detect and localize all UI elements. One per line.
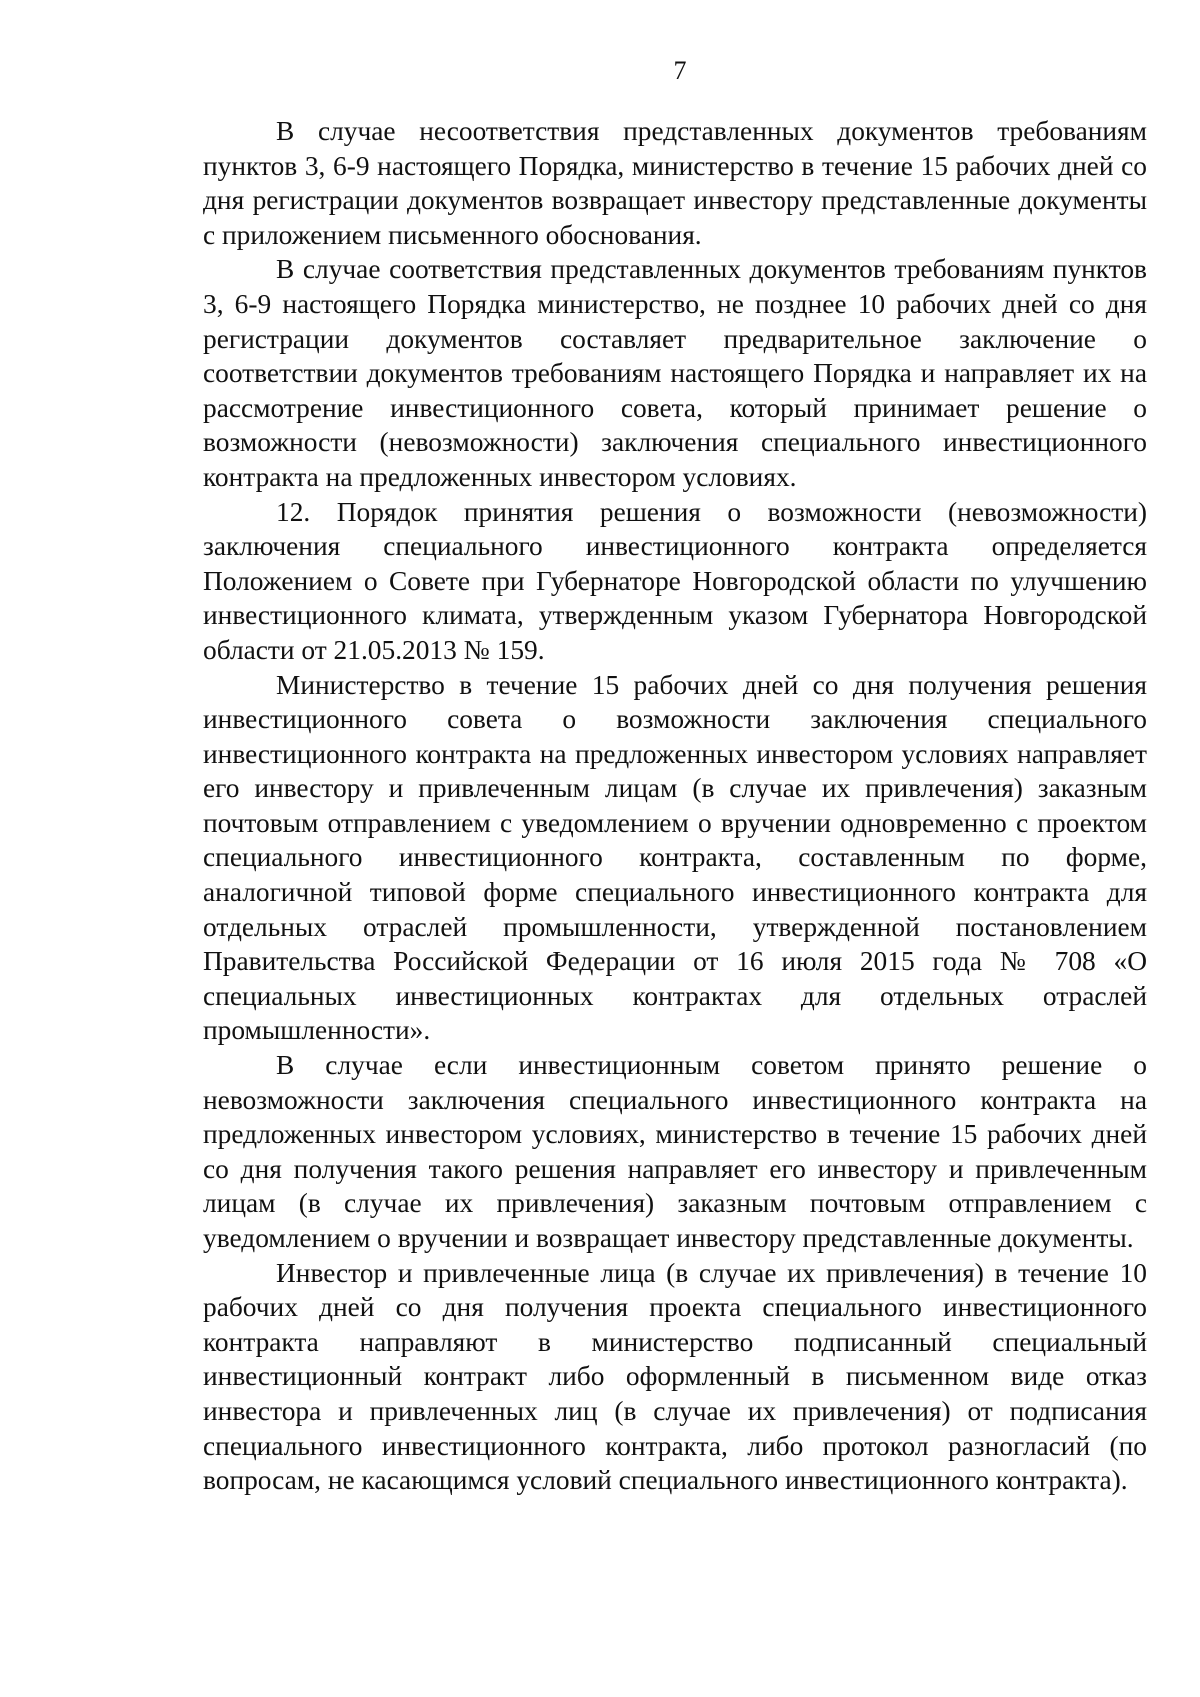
page-number: 7 [673, 56, 687, 85]
paragraph-investor-response: Инвестор и привлеченные лица (в случае их привлечения) в течение 10 рабочих дней со дня получения проекта специального инвестиционного контракта направляют в министерство подписанный специальный инвестиционный контракт либо оформленный в письменном виде отказ инвестора и привлеченных лиц (в случае их привлечения) от подписания специального инвестиционного контракта, либо протокол разногласий (по вопросам, не касающимся условий специального инвестиционного контракта). [203, 1257, 1147, 1496]
paragraph-ministry-sends-contract: Министерство в течение 15 рабочих дней со дня получения решения инвестиционного совета о возможности заключения специального инвестиционного контракта на предложенных инвестором условиях направляет его инвестору и привлеченным лицам (в случае их привлечения) заказным почтовым отправлением с уведомлением о вручении одновременно с проектом специального инвестиционного контракта, составленным по форме, аналогичной типовой форме специального инвестиционного контракта для отдельных отраслей промышленности, утвержденной постановлением Правительства Российской Федерации от 16 июля 2015 года № 708 «О специальных инвестиционных контрактах для отдельных отраслей промышленности». [203, 669, 1147, 1046]
paragraph-nonconformity: В случае несоответствия представленных документов требованиям пунктов 3, 6-9 настоящего Порядка, министерство в течение 15 рабочих дней со дня регистрации документов возвращает инвестору представленные документы с приложением письменного обоснования. [203, 116, 1147, 250]
paragraph-12-decision-procedure: 12. Порядок принятия решения о возможности (невозможности) заключения специального инвестиционного контракта определяется Положением о Совете при Губернаторе Новгородской области по улучшению инвестиционного климата, утвержденным указом Губернатора Новгородской области от 21.05.2013 № 159. [203, 496, 1147, 665]
document-body [203, 114, 1147, 1498]
paragraph-negative-decision: В случае если инвестиционным советом принято решение о невозможности заключения специального инвестиционного контракта на предложенных инвестором условиях, министерство в течение 15 рабочих дней со дня получения такого решения направляет его инвестору и привлеченным лицам (в случае их привлечения) заказным почтовым отправлением с уведомлением о вручении и возвращает инвестору представленные документы. [203, 1050, 1147, 1253]
paragraph-conformity: В случае соответствия представленных документов требованиям пунктов 3, 6-9 настоящего Порядка министерство, не позднее 10 рабочих дней со дня регистрации документов составляет предварительное заключение о соответствии документов требованиям настоящего Порядка и направляет их на рассмотрение инвестиционного совета, который принимает решение о возможности (невозможности) заключения специального инвестиционного контракта на предложенных инвестором условиях. [203, 254, 1147, 492]
